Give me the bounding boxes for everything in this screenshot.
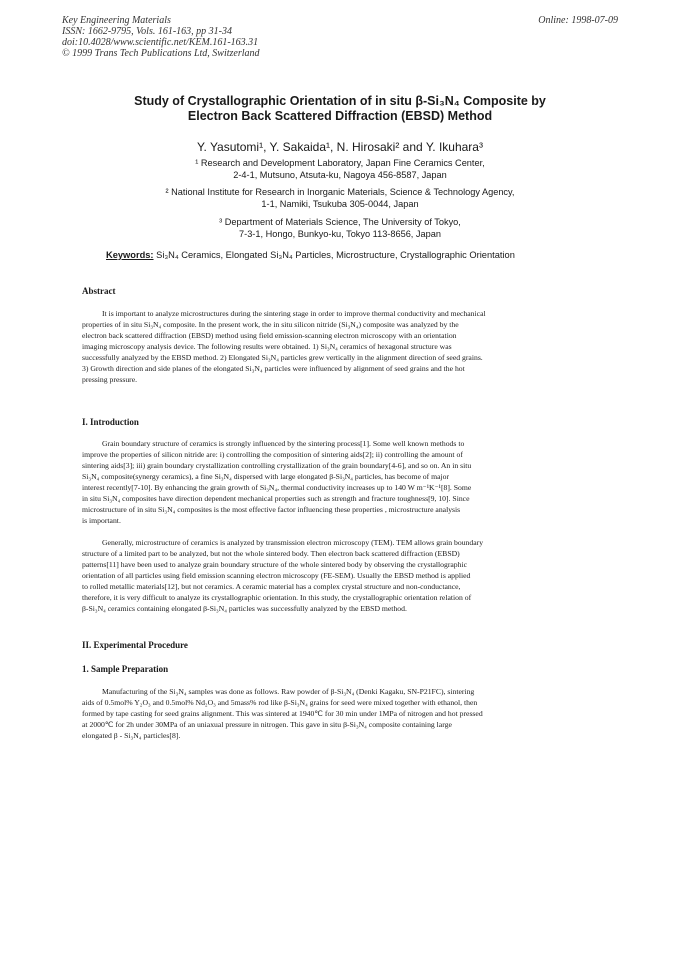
journal-header: [62, 15, 618, 59]
intro-paragraph-1: [82, 438, 596, 526]
text-line: interest recently[7-10]. By enhancing the grain growth of Si₃N₄, thermal conductivity increases up to 140 W m⁻¹K⁻¹[8]. Some: [82, 483, 472, 492]
text-line: is important.: [82, 516, 121, 525]
text-line: structure of a limited part to be analyzed, but not the whole sintered body. Then electron back scattered diffraction (EBSD): [82, 549, 460, 558]
keywords-label: Keywords:: [106, 250, 154, 260]
text-line: Generally, microstructure of ceramics is analyzed by transmission electron microscopy (TEM). TEM allows grain boundary: [102, 538, 484, 547]
text-line: successfully analyzed by the EBSD method. 2) Elongated Si₃N₄ particles grew vertically in the alignment direction of seed grains.: [82, 353, 483, 362]
affiliation-3: [70, 217, 610, 240]
text-line: at 2000℃ for 2h under 30MPa of an uniaxual pressure in nitrogen. This gave in situ β-Si₃N₄ composite containing large: [82, 720, 452, 729]
text-line: orientation of all particles using field emission scanning electron microscopy (FE-SEM). Usually the EBSD method is applied: [82, 571, 471, 580]
intro-paragraph-2: [82, 537, 596, 614]
abstract-heading: Abstract: [82, 286, 116, 296]
text-line: sintering aids[3]; iii) grain boundary crystallization controlling crystallization of the grain boundary[4-6], and so on. An in situ: [82, 461, 472, 470]
affiliation-line: ³ Department of Materials Science, The University of Tokyo,: [219, 217, 461, 227]
text-line: therefore, it is very difficult to analyze its crystallographic orientation. In this study, the crystallographic orientation relation of: [82, 593, 472, 602]
journal-doi: doi:10.4028/www.scientific.net/KEM.161-163.31: [62, 37, 259, 48]
text-line: 3) Growth direction and side planes of the elongated Si₃N₄ particles were influenced by alignment of seed grains and the hot: [82, 364, 465, 373]
text-line: improve the properties of silicon nitride are: i) controlling the composition of sintering aids[2]; ii) controlling the amount of: [82, 450, 463, 459]
affiliation-1: [70, 158, 610, 181]
text-line: Si₃N₄ composite(synergy ceramics), a fine Si₃N₄ dispersed with large elongated β-Si₃N₄ particles, has become of major: [82, 472, 450, 481]
text-line: imaging microscopy analysis device. The following results were obtained. 1) Si₃N₄ ceramics of hexagonal structure was: [82, 342, 452, 351]
text-line: pressing pressure.: [82, 375, 138, 384]
sample-prep-heading: 1. Sample Preparation: [82, 664, 169, 674]
experimental-heading: II. Experimental Procedure: [82, 640, 188, 650]
text-line: Grain boundary structure of ceramics is strongly influenced by the sintering process[1]. Some well known methods to: [102, 439, 465, 448]
text-line: patterns[11] have been used to analyze grain boundary structure of the whole sintered body by observing the crystallographic: [82, 560, 468, 569]
text-line: formed by tape casting for seed grains alignment. This was sintered at 1940℃ for 30 min under 1MPa of nitrogen and hot pressed: [82, 709, 483, 718]
affiliation-2: [70, 187, 610, 210]
text-line: microstructure of in situ Si₃N₄ composites is the most effective factor influencing these properties , microstructure analysis: [82, 505, 461, 514]
title-line-1: Study of Crystallographic Orientation of in situ β-Si₃N₄ Composite by: [134, 94, 546, 108]
online-date: Online: 1998-07-09: [538, 15, 618, 26]
text-line: Manufacturing of the Si₃N₄ samples was done as follows. Raw powder of β-Si₃N₄ (Denki Kagaku, SN-P21FC), sintering: [102, 687, 475, 696]
journal-issn: ISSN: 1662-9795, Vols. 161-163, pp 31-34: [62, 26, 232, 37]
text-line: aids of 0.5mol% Y₂O₃ and 0.5mol% Nd₂O₃ and 5mass% rod like β-Si₃N₄ grains for seed were mixed together with ethanol, then: [82, 698, 478, 707]
text-line: to rolled metallic materials[12], but not ceramics. A ceramic material has a complex crystal structure and non-conductance,: [82, 582, 461, 591]
journal-name: Key Engineering Materials: [62, 15, 171, 26]
affiliation-line: 1-1, Namiki, Tsukuba 305-0044, Japan: [261, 198, 419, 209]
text-line: β-Si₃N₄ ceramics containing elongated β-Si₃N₄ particles was successfully analyzed by the EBSD method.: [82, 604, 407, 613]
affiliation-line: 2-4-1, Mutsuno, Atsuta-ku, Nagoya 456-8587, Japan: [233, 169, 447, 180]
text-line: electron back scattered diffraction (EBSD) method using field emission-scanning electron microscopy with an orientation: [82, 331, 457, 340]
affiliation-line: 7-3-1, Hongo, Bunkyo-ku, Tokyo 113-8656, Japan: [239, 228, 441, 239]
keywords: [106, 249, 626, 261]
paper-title: [70, 94, 610, 124]
affiliation-line: ² National Institute for Research in Inorganic Materials, Science & Technology Agency,: [165, 187, 515, 197]
affiliation-line: ¹ Research and Development Laboratory, Japan Fine Ceramics Center,: [195, 158, 485, 168]
text-line: in situ Si₃N₄ composites have direction dependent mechanical properties such as strength and fracture toughness[9, 10]. Since: [82, 494, 470, 503]
keywords-text: Si₃N₄ Ceramics, Elongated Si₃N₄ Particles, Microstructure, Crystallographic Orientation: [153, 250, 515, 260]
text-line: elongated β - Si₃N₄ particles[8].: [82, 731, 181, 740]
text-line: properties of in situ Si₃N₄ composite. In the present work, the in situ silicon nitride (Si₃N₄) composite was analyzed by the: [82, 320, 459, 329]
journal-copyright: © 1999 Trans Tech Publications Ltd, Switzerland: [62, 48, 260, 59]
text-line: It is important to analyze microstructures during the sintering stage in order to improve thermal conductivity and mechanical: [102, 309, 486, 318]
author-list: Y. Yasutomi¹, Y. Sakaida¹, N. Hirosaki² and Y. Ikuhara³: [197, 140, 483, 154]
title-line-2: Electron Back Scattered Diffraction (EBSD) Method: [187, 109, 493, 123]
abstract-body: [82, 308, 596, 385]
intro-heading: I. Introduction: [82, 417, 139, 427]
sample-prep-paragraph: [82, 686, 596, 741]
